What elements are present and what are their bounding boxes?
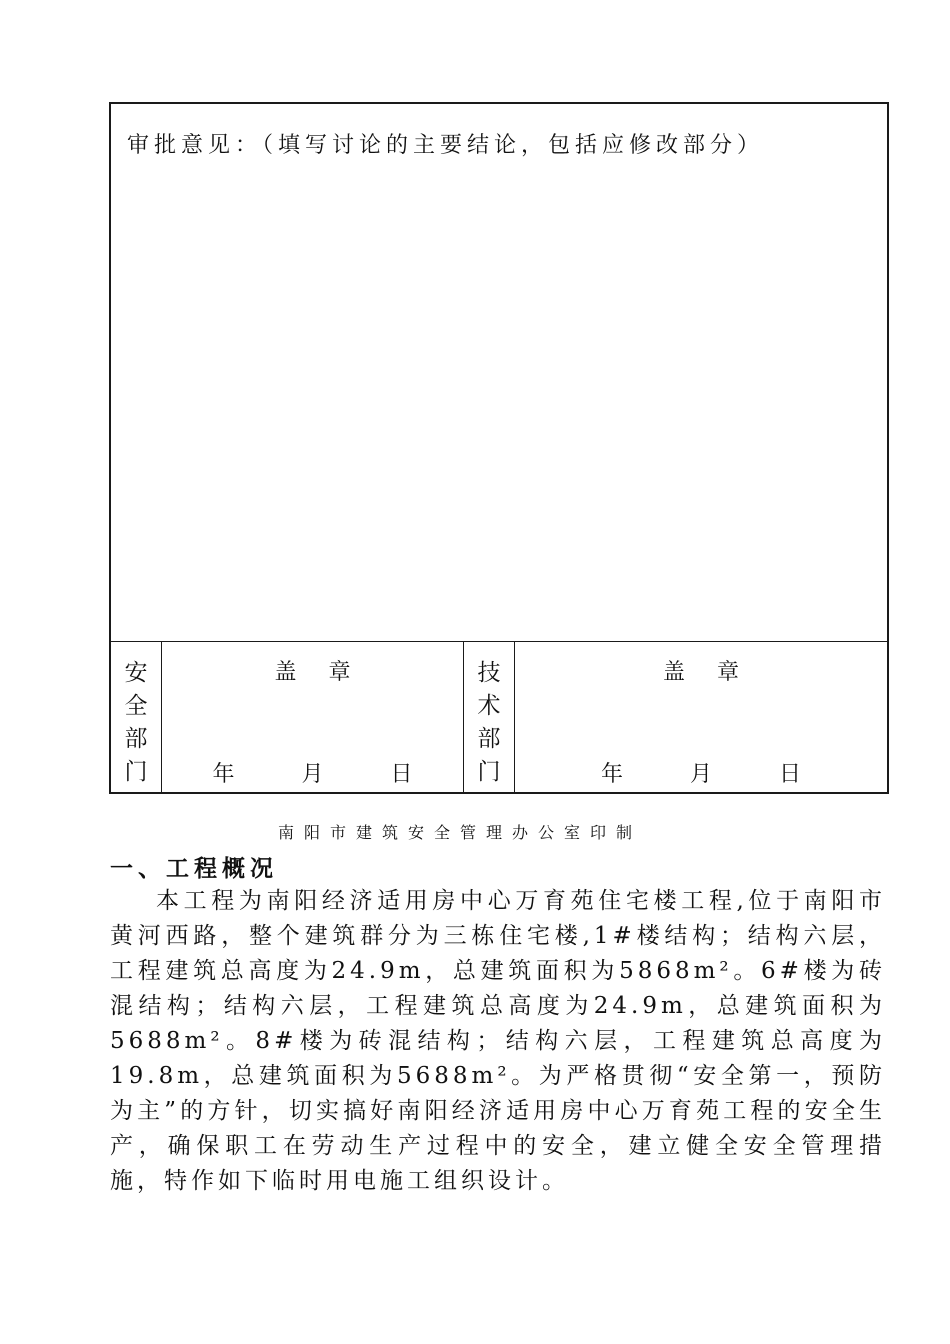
tech-dept-label-cell xyxy=(464,641,515,792)
printer-note: 南阳市建筑安全管理办公室印制 xyxy=(278,823,643,842)
tech-day-label: 日 xyxy=(779,762,802,787)
tech-seal-label: 盖章 xyxy=(662,660,771,685)
tech-dept-seal-cell xyxy=(515,641,887,792)
safety-dept-seal-cell xyxy=(162,641,464,792)
overview-paragraph: 本工程为南阳经济适用房中心万育苑住宅楼工程,位于南阳市黄河西路，整个建筑群分为三栋住宅楼,1#楼结构；结构六层，工程建筑总高度为24.9m，总建筑面积为5868m²。6#楼为砖混结构；结构六层，工程建筑总高度为24.9m，总建筑面积为5688m²。8#楼为砖混结构；结构六层，工程建筑总高度为19.8m，总建筑面积为5688m²。为严格贯彻“安全第一，预防为主”的方针，切实搞好南阳经济适用房中心万育苑工程的安全生产，确保职工在劳动生产过程中的安全，建立健全安全管理措施，特作如下临时用电施工组织设计。 xyxy=(110,888,886,1194)
approval-form-table xyxy=(109,102,889,794)
section-title: 一、工程概况 xyxy=(110,856,278,882)
safety-day-label: 日 xyxy=(390,762,413,787)
signature-row xyxy=(111,641,887,792)
safety-month-label: 月 xyxy=(301,762,324,787)
approval-opinion-label: 审批意见：（填写讨论的主要结论，包括应修改部分） xyxy=(127,133,765,158)
tech-dept-label: 技术部门 xyxy=(477,660,501,785)
approval-opinion-cell xyxy=(111,104,887,642)
safety-dept-label-cell xyxy=(111,641,162,792)
tech-date xyxy=(515,757,887,788)
safety-dept-label: 安全部门 xyxy=(124,660,148,785)
safety-seal-label: 盖章 xyxy=(274,660,383,685)
tech-year-label: 年 xyxy=(600,762,623,787)
project-overview-text xyxy=(110,884,886,1199)
tech-month-label: 月 xyxy=(689,762,712,787)
safety-date xyxy=(162,757,463,788)
safety-year-label: 年 xyxy=(212,762,235,787)
